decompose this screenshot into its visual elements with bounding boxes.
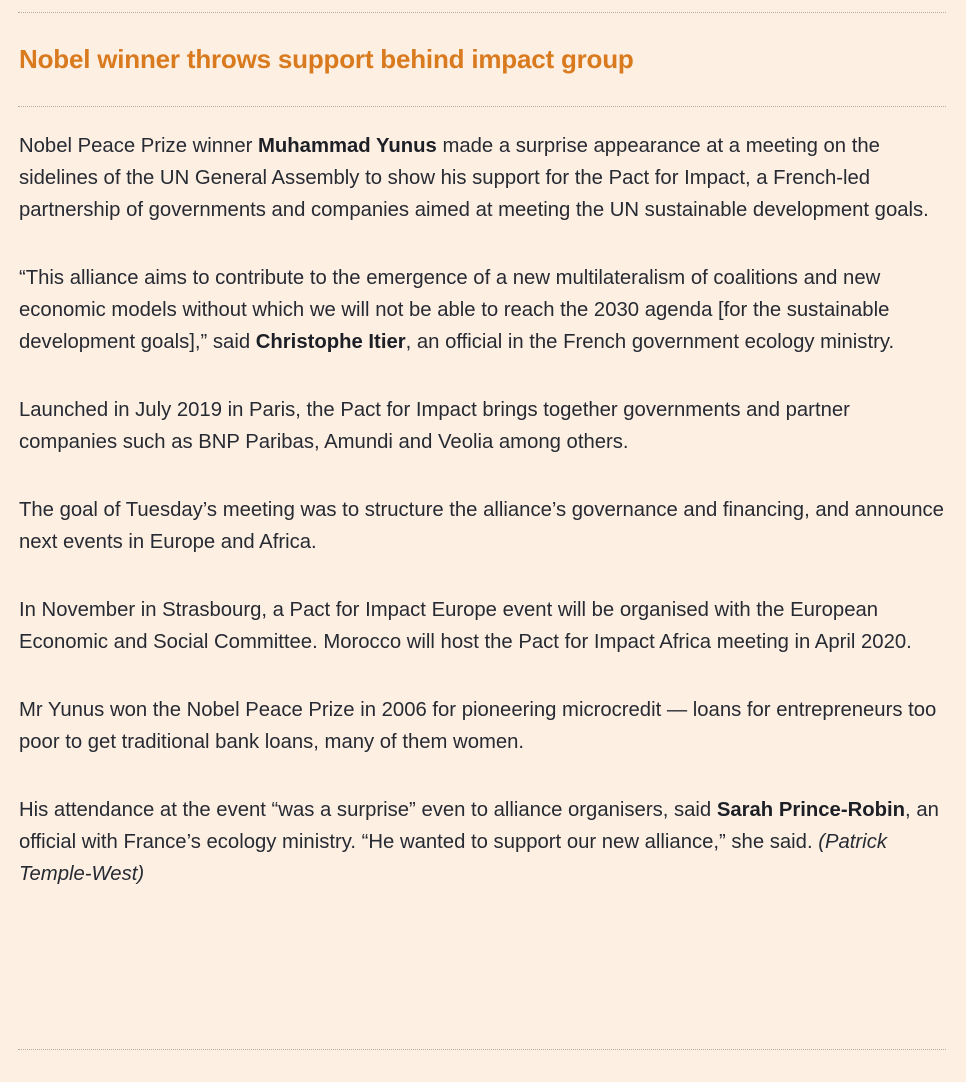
paragraph-6: Mr Yunus won the Nobel Peace Prize in 2006 for pioneering microcredit — loans for entrepreneurs too poor to get traditional bank loans, many of them women. (19, 699, 937, 753)
person-name-prince-robin: Sarah Prince-Robin (716, 799, 906, 821)
paragraph-2-text-end: , an official in the French government ecology ministry. (405, 331, 895, 353)
bottom-divider (18, 1049, 946, 1050)
paragraph-2-quote: “This alliance aims to contribute to the emergence of a new multilateralism of coalitions and new economic models without which we will not be able to reach the 2030 agenda [for the sustainable development goals],” said (19, 267, 890, 353)
paragraph-2 (19, 262, 947, 358)
paragraph-1-text-end: made a surprise appearance at a meeting on the sidelines of the UN General Assembly to show his support for the Pact for Impact, a French-led partnership of governments and companies aimed at meeting the UN sustainable development goals. (19, 135, 929, 221)
paragraph-7 (19, 794, 947, 890)
paragraph-7-text-end: , an official with France’s ecology ministry. “He wanted to support our new alliance,” she said. (19, 799, 939, 853)
article-body (19, 130, 947, 926)
paragraph-1 (19, 130, 947, 226)
paragraph-3: Launched in July 2019 in Paris, the Pact for Impact brings together governments and partner companies such as BNP Paribas, Amundi and Veolia among others. (19, 399, 850, 453)
paragraph-5: In November in Strasbourg, a Pact for Impact Europe event will be organised with the European Economic and Social Committee. Morocco will host the Pact for Impact Africa meeting in April 2020. (19, 599, 912, 653)
article-headline: Nobel winner throws support behind impact group (19, 44, 634, 74)
paragraph-4: The goal of Tuesday’s meeting was to structure the alliance’s governance and financing, and announce next events in Europe and Africa. (19, 499, 944, 553)
person-name-yunus: Muhammad Yunus (258, 135, 437, 157)
headline-divider (18, 106, 946, 107)
person-name-itier: Christophe Itier (255, 331, 406, 353)
paragraph-1-text-start: Nobel Peace Prize winner (19, 135, 258, 157)
top-divider (18, 12, 946, 13)
paragraph-7-text-start: His attendance at the event “was a surprise” even to alliance organisers, said (19, 799, 717, 821)
byline: (Patrick Temple-West) (19, 831, 887, 885)
